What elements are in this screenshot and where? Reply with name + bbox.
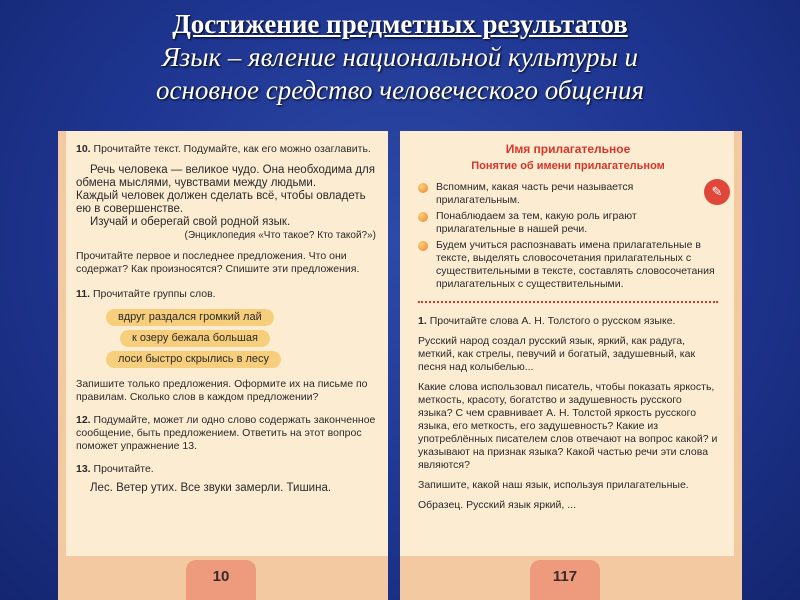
word-group-pill: лоси быстро скрылись в лесу	[106, 351, 281, 368]
exercise-number: 11.	[76, 288, 91, 300]
word-group-pill: к озеру бежала большая	[120, 330, 270, 347]
goal-bullet	[418, 181, 718, 207]
right-textbook-page	[400, 131, 742, 600]
exercise-task: Запишите, какой наш язык, используя прилагательные.	[418, 479, 689, 491]
exercise-instruction: Прочитайте текст. Подумайте, как его можно озаглавить.	[93, 143, 371, 155]
book-marker-icon: ✎	[704, 179, 730, 205]
exercise-instruction: Подумайте, может ли одно слово содержать законченное сообщение, быть предложением. Ответить на этот вопрос поможет упражнение 13.	[76, 414, 376, 452]
title-line-1: Достижение предметных результатов	[172, 9, 628, 39]
orange-dot-icon	[418, 212, 428, 222]
exercise-number: 10.	[76, 143, 91, 155]
exercise-1	[418, 315, 718, 328]
orange-dot-icon	[418, 241, 428, 251]
goal-bullet	[418, 239, 718, 291]
word-groups	[76, 309, 376, 368]
dotted-divider	[418, 301, 718, 303]
exercise-instruction: Прочитайте.	[93, 463, 154, 475]
title-line-2: Язык – явление национальной культуры и	[161, 42, 639, 72]
exercise-12	[76, 414, 376, 453]
exercise-number: 13.	[76, 463, 91, 475]
title-line-3: основное средство человеческого общения	[155, 75, 644, 105]
exercise-instruction: Прочитайте группы слов.	[92, 288, 216, 300]
quote-line: Речь человека — великое чудо. Она необходима для обмена мыслями, чувствами между людьми.	[76, 164, 375, 189]
orange-dot-icon	[418, 183, 428, 193]
slide-title	[0, 8, 800, 107]
quote-text	[76, 164, 376, 242]
bullet-text: Вспомним, какая часть речи называется прилагательным.	[436, 181, 634, 206]
bullet-text: Будем учиться распознавать имена прилагательные в тексте, выделять словосочетания прилагательных с существительными в тексте, составлять словосочетания прилагательных с существительными.	[436, 239, 715, 290]
exercise-number: 12.	[76, 414, 91, 426]
quote-line: Каждый человек должен сделать всё, чтобы овладеть ею в совершенстве.	[76, 190, 366, 215]
exercise-sample: Образец. Русский язык яркий, ...	[418, 499, 576, 511]
exercise-instruction: Прочитайте слова А. Н. Толстого о русском языке.	[429, 315, 676, 327]
bullet-text: Понаблюдаем за тем, какую роль играют прилагательные в нашей речи.	[436, 210, 637, 235]
exercise-task: Запишите только предложения. Оформите их на письме по правилам. Сколько слов в каждом предложении?	[76, 378, 368, 403]
goal-bullet	[418, 210, 718, 236]
exercise-text: Лес. Ветер утих. Все звуки замерли. Тишина.	[90, 482, 332, 494]
exercise-questions: Какие слова использовал писатель, чтобы показать яркость, меткость, красоту, богатство и задушевность русского языка? С чем сравнивает А. Н. Толстой яркость русского языка, его меткость, его задушевность? Какие из употреблённых писателем слов отвечают на вопрос какой? и указывают на признак языка? Какой частью речи эти слова являются?	[418, 381, 718, 471]
exercise-number: 1.	[418, 315, 427, 327]
word-group-pill: вдруг раздался громкий лай	[106, 309, 274, 326]
section-heading: Имя прилагательное	[505, 142, 631, 156]
exercise-task: Прочитайте первое и последнее предложения. Что они содержат? Как произносятся? Спишите эти предложения.	[76, 250, 360, 275]
exercise-13	[76, 463, 376, 476]
page-number: 117	[530, 560, 600, 600]
exercise-10	[76, 143, 376, 156]
exercise-11	[76, 288, 376, 301]
section-subheading: Понятие об имени прилагательном	[471, 160, 665, 172]
left-textbook-page	[58, 131, 388, 600]
page-number: 10	[186, 560, 256, 600]
quote-source: (Энциклопедия «Что такое? Кто такой?»)	[184, 230, 376, 241]
quote-line: Изучай и оберегай свой родной язык.	[90, 216, 291, 228]
tolstoy-quote: Русский народ создал русский язык, яркий, как радуга, меткий, как стрелы, певучий и богатый, задушевный, как песня над колыбелью...	[418, 335, 696, 373]
